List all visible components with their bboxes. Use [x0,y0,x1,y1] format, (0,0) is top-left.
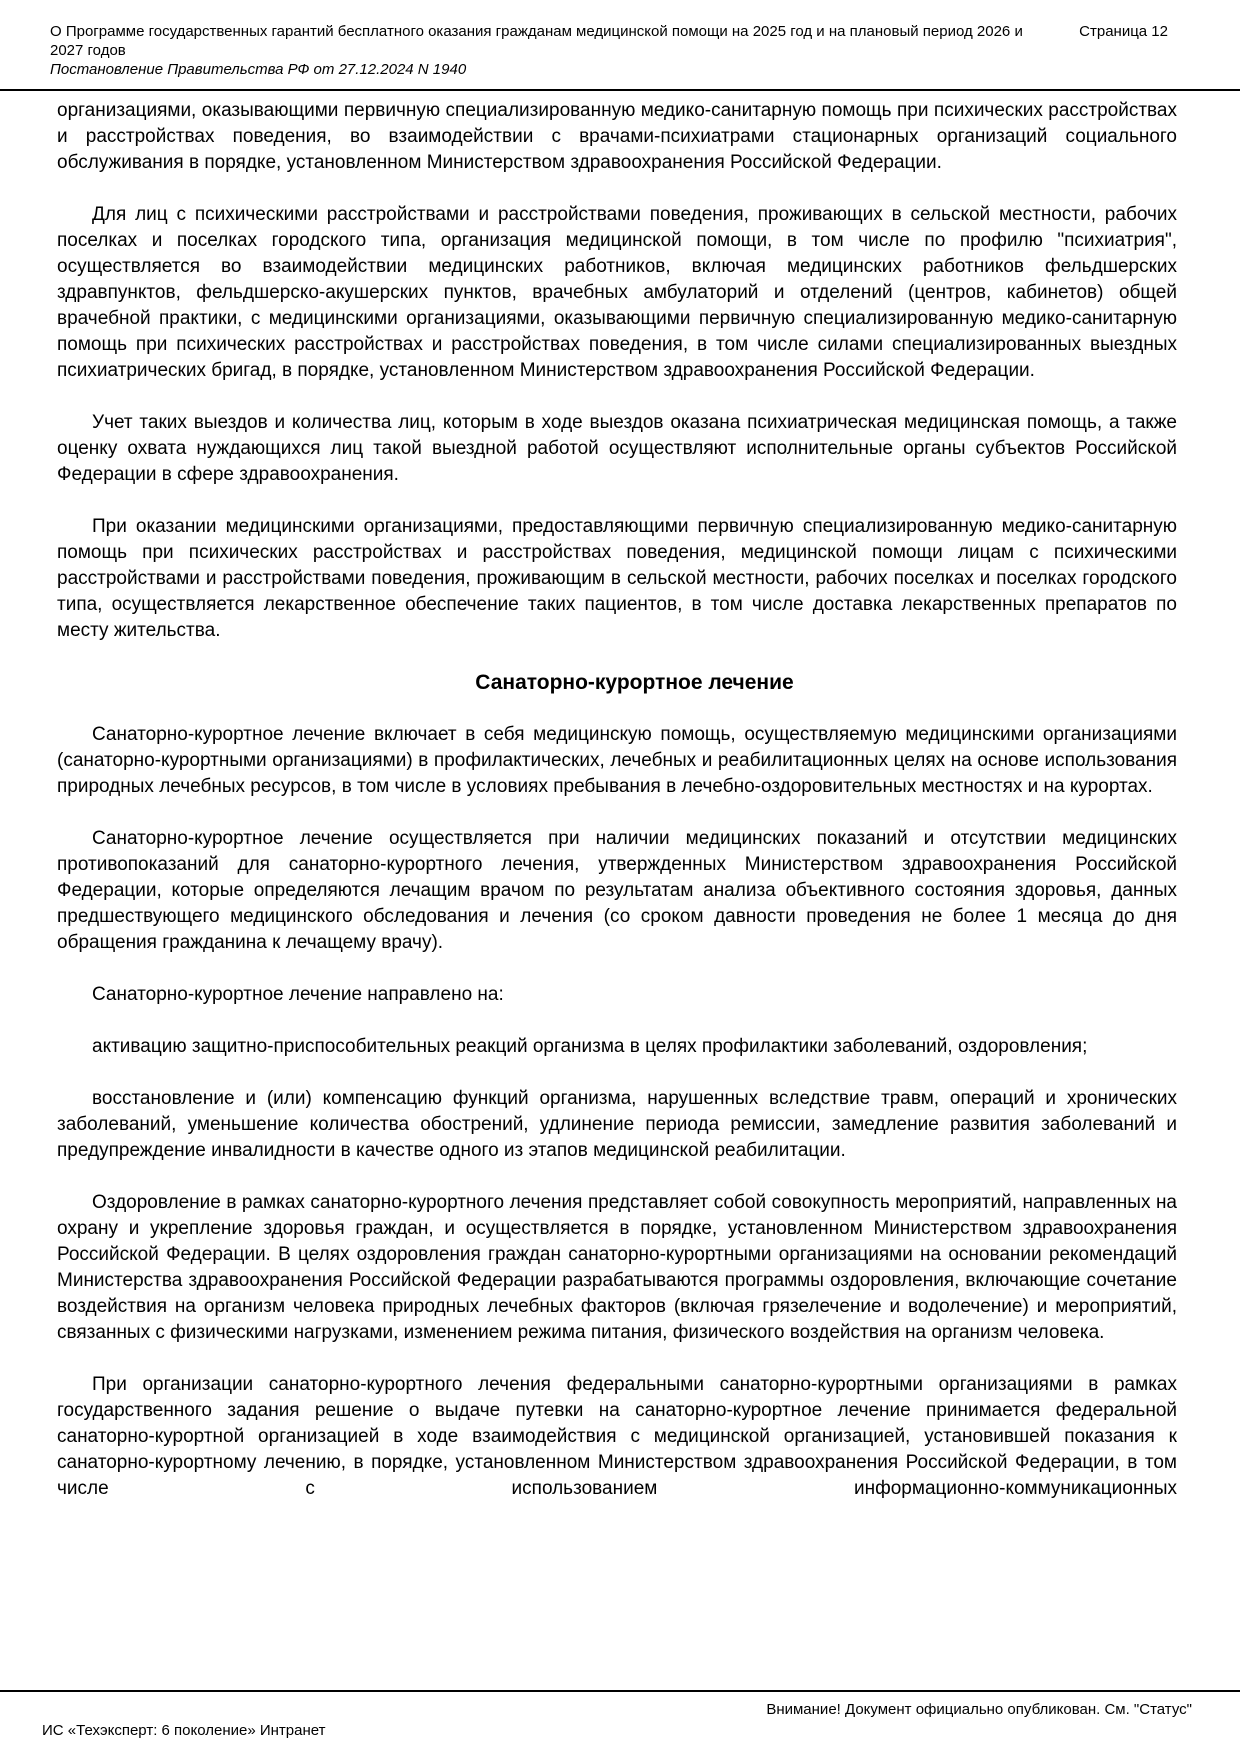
page-number-label: Страница 12 [1079,23,1168,40]
publication-status-notice: Внимание! Документ официально опубликован. См. "Статус" [766,1701,1192,1718]
header-row [0,22,1240,60]
paragraph: Санаторно-курортное лечение включает в себя медицинскую помощь, осуществляемую медицинскими организациями (санаторно-курортными организациями) в профилактических, лечебных и реабилитационных целях на основе использования природных лечебных ресурсов, в том числе в условиях пребывания в лечебно-оздоровительных местностях и на курортах. [57,724,1177,797]
paragraph: Для лиц с психическими расстройствами и расстройствами поведения, проживающих в сельской местности, рабочих поселках и поселках городского типа, организация медицинской помощи, в том числе по профилю "психиатрия", осуществляется во взаимодействии медицинских работников, включая медицинских работников фельдшерских здравпунктов, фельдшерско-акушерских пунктов, врачебных амбулаторий и отделений (центров, кабинетов) общей врачебной практики, с медицинскими организациями, оказывающими первичную специализированную медико-санитарную помощь при психических расстройствах и расстройствах поведения, в том числе силами специализированных выездных психиатрических бригад, в порядке, установленном Министерством здравоохранения Российской Федерации. [57,204,1177,381]
information-system-label: ИС «Техэксперт: 6 поколение» Интранет [42,1722,326,1739]
document-body [0,91,1240,1681]
paragraph: активацию защитно-приспособительных реакций организма в целях профилактики заболеваний, оздоровления; [92,1036,1088,1057]
paragraph: восстановление и (или) компенсацию функций организма, нарушенных вследствие травм, операций и хронических заболеваний, уменьшение количества обострений, удлинение периода ремиссии, замедление развития заболеваний и предупреждение инвалидности в качестве одного из этапов медицинской реабилитации. [57,1088,1177,1161]
paragraph: Учет таких выездов и количества лиц, которым в ходе выездов оказана психиатрическая медицинская помощь, а также оценку охвата нуждающихся лиц такой выездной работой осуществляют исполнительные органы субъектов Российской Федерации в сфере здравоохранения. [57,412,1177,485]
paragraph: При оказании медицинскими организациями, предоставляющими первичную специализированную медико-санитарную помощь при психических расстройствах и расстройствах поведения, медицинской помощи лицам с психическими расстройствами и расстройствами поведения, проживающим в сельской местности, рабочих поселках и поселках городского типа, осуществляется лекарственное обеспечение таких пациентов, в том числе доставка лекарственных препаратов по месту жительства. [57,516,1177,641]
paragraph: организациями, оказывающими первичную специализированную медико-санитарную помощь при психических расстройствах и расстройствах поведения, во взаимодействии с врачами-психиатрами стационарных организаций социального обслуживания в порядке, установленном Министерством здравоохранения Российской Федерации. [57,100,1177,173]
paragraph: Оздоровление в рамках санаторно-курортного лечения представляет собой совокупность мероприятий, направленных на охрану и укрепление здоровья граждан, и осуществляется в порядке, установленном Министерством здравоохранения Российской Федерации. В целях оздоровления граждан санаторно-курортными организациями на основании рекомендаций Министерства здравоохранения Российской Федерации разрабатываются программы оздоровления, включающие сочетание воздействия на организм человека природных лечебных факторов (включая грязелечение и водолечение) и мероприятий, связанных с физическими нагрузками, изменением режима питания, физического воздействия на организм человека. [57,1192,1177,1343]
document-header [0,0,1240,91]
paragraph: Санаторно-курортное лечение осуществляется при наличии медицинских показаний и отсутствии медицинских противопоказаний для санаторно-курортного лечения, утвержденных Министерством здравоохранения Российской Федерации, которые определяются лечащим врачом по результатам анализа объективного состояния здоровья, данных предшествующего медицинского обследования и лечения (со сроком давности проведения не более 1 месяца до дня обращения гражданина к лечащему врачу). [57,828,1177,953]
paragraph: Санаторно-курортное лечение направлено на: [92,984,504,1005]
document-type-line: Постановление Правительства РФ от 27.12.2024 N 1940 [50,61,467,78]
section-heading: Санаторно-курортное лечение [475,671,794,694]
document-title: О Программе государственных гарантий бесплатного оказания гражданам медицинской помощи на 2025 год и на плановый период 2026 и 2027 годов [50,23,1023,59]
document-footer [0,1690,1240,1740]
paragraph: При организации санаторно-курортного лечения федеральными санаторно-курортными организациями в рамках государственного задания решение о выдаче путевки на санаторно-курортное лечение принимается федеральной санаторно-курортной организацией в ходе взаимодействия с медицинской организацией, установившей показания к санаторно-курортному лечению, в порядке, установленном Министерством здравоохранения Российской Федерации, в том числе с использованием информационно-коммуникационных [57,1374,1177,1499]
